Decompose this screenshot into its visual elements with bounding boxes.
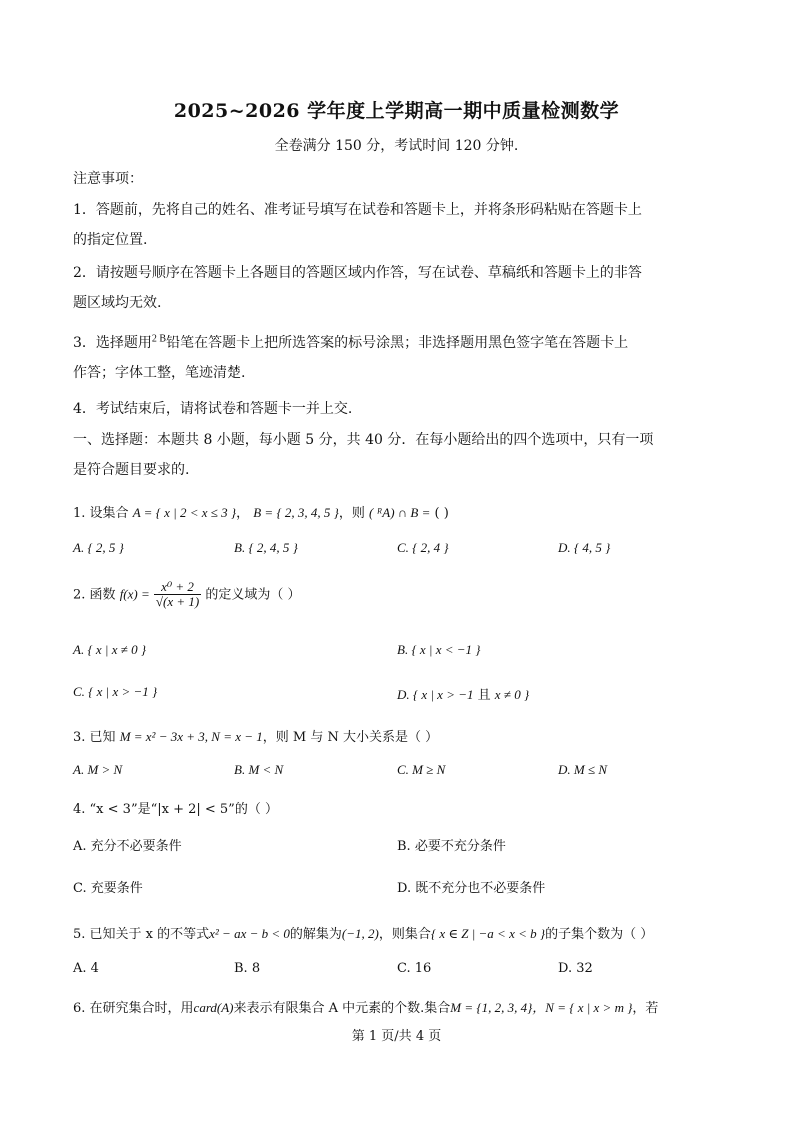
q1-option-c: C. { 2, 4 } xyxy=(397,540,449,555)
question-5: 5. 已知关于 x 的不等式x² − ax − b < 0的解集为(−1, 2)，则集合{ x ∈ Z | −a < x < b }的子集个数为（ ） xyxy=(73,926,654,942)
answer-blank: ( ) xyxy=(434,506,449,521)
set-n: ，N = { x | x > m } xyxy=(532,1000,633,1015)
q3-option-b: B. M < N xyxy=(234,762,284,777)
notice-item-4: 4．考试结束后，请将试卷和答题卡一并上交. xyxy=(73,401,353,417)
notice-item-2: 2．请按题号顺序在答题卡上各题目的答题区域内作答，写在试卷、草稿纸和答题卡上的非答 xyxy=(73,265,642,281)
inequality: x² − ax − b < 0 xyxy=(209,926,290,941)
notice-item-3-cont: 作答；字体工整，笔迹清楚. xyxy=(73,365,246,381)
question-1: 1. 设集合 A = { x | 2 < x ≤ 3 }， B = { 2, 3, 4, 5 }，则 ( ᴿA) ∩ B = ( ) xyxy=(73,505,449,521)
complement-expression: ( ᴿA) ∩ B = xyxy=(369,505,431,520)
q4-option-c: C. 充要条件 xyxy=(73,881,143,896)
q1-option-d: D. { 4, 5 } xyxy=(558,540,611,555)
pencil-grade: 2 B xyxy=(151,333,167,345)
set-b: B = { 2, 3, 4, 5 } xyxy=(253,505,339,520)
solution-interval: (−1, 2) xyxy=(341,926,379,941)
notice-heading: 注意事项： xyxy=(73,171,143,187)
q1-option-a: A. { 2, 5 } xyxy=(73,540,124,555)
question-3: 3. 已知 M = x² − 3x + 3, N = x − 1，则 M 与 N 大小关系是（ ） xyxy=(73,729,439,745)
q2-option-d: D. { x | x > −1 且 x ≠ 0 } xyxy=(397,687,530,703)
q5-option-a: A. 4 xyxy=(73,961,99,976)
q4-option-d: D. 既不充分也不必要条件 xyxy=(397,881,546,896)
integer-set: { x ∈ Z | −a < x < b } xyxy=(430,926,546,941)
page-number: 第 1 页/共 4 页 xyxy=(351,1029,442,1044)
notice-item-1: 1．答题前，先将自己的姓名、准考证号填写在试卷和答题卡上，并将条形码粘贴在答题卡上 xyxy=(73,202,642,218)
question-2: 2. 函数 f(x) = $\frac{\text{x⁰ + 2}}{√(x + 1)}$ 的定义域为（ ） xyxy=(73,579,301,610)
q3-option-c: C. M ≥ N xyxy=(397,762,446,777)
set-a: A = { x | 2 < x ≤ 3 } xyxy=(132,505,237,520)
q2-option-c: C. { x | x > −1 } xyxy=(73,684,158,699)
card-function: card(A) xyxy=(193,1000,234,1015)
question-4: 4. “x < 3”是“|x + 2| < 5”的（ ） xyxy=(73,802,278,817)
denominator: √(x + 1) xyxy=(155,594,200,610)
q2-option-b: B. { x | x < −1 } xyxy=(397,642,481,657)
set-m: M = {1, 2, 3, 4} xyxy=(450,1000,533,1015)
numerator: x⁰ + 2 xyxy=(154,580,201,595)
q1-option-b: B. { 2, 4, 5 } xyxy=(234,540,298,555)
exam-info: 全卷满分 150 分，考试时间 120 分钟. xyxy=(274,138,519,154)
q5-option-b: B. 8 xyxy=(234,961,261,976)
q2-option-a: A. { x | x ≠ 0 } xyxy=(73,642,147,657)
function-fraction xyxy=(154,580,201,610)
notice-item-1-cont: 的指定位置. xyxy=(73,232,148,248)
q5-option-d: D. 32 xyxy=(558,961,593,976)
q4-option-b: B. 必要不充分条件 xyxy=(397,839,506,854)
q3-option-d: D. M ≤ N xyxy=(558,762,608,777)
q5-option-c: C. 16 xyxy=(397,961,432,976)
notice-item-3: 3．选择题用$^{2 B}$铅笔在答题卡上把所选答案的标号涂黑；非选择题用黑色签字笔在答题卡上 xyxy=(73,333,629,351)
function-name: f(x) = xyxy=(119,586,150,602)
notice-item-2-cont: 题区域均无效. xyxy=(73,295,162,311)
q4-option-a: A. 充分不必要条件 xyxy=(73,839,182,854)
section-heading: 一、选择题：本题共 8 小题，每小题 5 分，共 40 分．在每小题给出的四个选项中，只有一项 xyxy=(73,432,654,448)
page-title: 2025~2026 学年度上学期高一期中质量检测数学 xyxy=(173,100,620,122)
section-heading-cont: 是符合题目要求的. xyxy=(73,462,190,478)
q3-option-a: A. M > N xyxy=(73,762,123,777)
question-6: 6. 在研究集合时，用card(A)来表示有限集合 A 中元素的个数.集合M = {1, 2, 3, 4}，N = { x | x > m }，若 xyxy=(73,1000,659,1016)
m-n-definition: M = x² − 3x + 3, N = x − 1 xyxy=(119,729,263,744)
